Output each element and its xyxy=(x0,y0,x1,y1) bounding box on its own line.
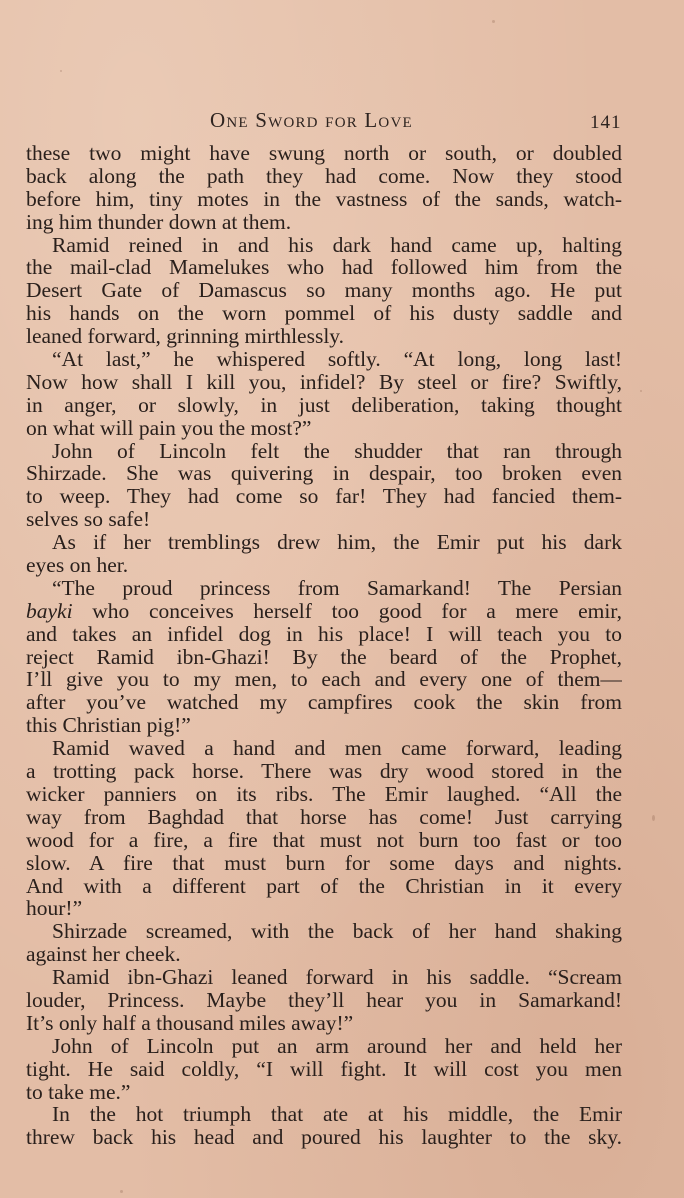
text-line: “At last,” he whispered softly. “At long, long last! xyxy=(52,347,622,372)
text-line: leaned forward, grinning mirthlessly. xyxy=(26,324,345,349)
running-title: One Sword for Love xyxy=(210,108,413,132)
running-head xyxy=(0,108,684,136)
text-line: this Christian pig!” xyxy=(26,713,191,738)
text-line: Ramid ibn-Ghazi leaned forward in his saddle. “Scream xyxy=(52,965,622,990)
page-number: 141 xyxy=(590,112,622,133)
text-line: I’ll give you to my men, to each and every one of them— xyxy=(26,667,622,692)
text-line: tight. He said coldly, “I will fight. It will cost you men xyxy=(26,1056,622,1081)
text-line: a trotting pack horse. There was dry wood stored in the xyxy=(26,759,622,784)
text-line: “The proud princess from Samarkand! The Persian xyxy=(52,575,622,600)
text-line: Desert Gate of Damascus so many months ago. He put xyxy=(26,278,622,303)
text-line: wood for a fire, a fire that must not burn too fast or too xyxy=(26,827,622,852)
text-line: and takes an infidel dog in his place! I will teach you to xyxy=(26,621,622,646)
text-line: John of Lincoln felt the shudder that ran through xyxy=(52,438,622,463)
text-line: to weep. They had come so far! They had fancied them- xyxy=(26,484,622,509)
text-line: these two might have swung north or south, or doubled xyxy=(26,142,622,165)
text-line: ing him thunder down at them. xyxy=(26,209,292,234)
text-line: his hands on the worn pommel of his dusty saddle and xyxy=(26,301,622,326)
text-line: back along the path they had come. Now they stood xyxy=(26,163,622,188)
text-line-rest: who conceives herself too good for a mere emir, xyxy=(72,598,622,623)
paper-speck xyxy=(60,70,62,72)
text-line: John of Lincoln put an arm around her and held her xyxy=(52,1033,622,1058)
text-line: before him, tiny motes in the vastness of the sands, watch- xyxy=(26,186,622,211)
text-line: As if her tremblings drew him, the Emir put his dark xyxy=(52,530,622,555)
text-line: Shirzade. She was quivering in despair, too broken even xyxy=(26,461,622,486)
text-line: way from Baghdad that horse has come! Just carrying xyxy=(26,804,622,829)
text-line: Now how shall I kill you, infidel? By steel or fire? Swiftly, xyxy=(26,369,622,394)
text-line: against her cheek. xyxy=(26,942,181,967)
text-line: on what will pain you the most?” xyxy=(26,415,312,440)
text-line: the mail-clad Mamelukes who had followed him from the xyxy=(26,255,622,280)
italic-word: bayki xyxy=(26,598,73,623)
text-line: Ramid reined in and his dark hand came up, halting xyxy=(52,232,622,257)
paper-speck xyxy=(640,390,642,392)
text-line: hour!” xyxy=(26,896,83,921)
text-line: after you’ve watched my campfires cook the skin from xyxy=(26,690,622,715)
text-line: Ramid waved a hand and men came forward, leading xyxy=(52,736,622,761)
paper-speck xyxy=(492,20,495,23)
text-line: louder, Princess. Maybe they’ll hear you in Samarkand! xyxy=(26,987,622,1012)
paper-speck xyxy=(120,1190,123,1193)
text-line: selves so safe! xyxy=(26,507,151,532)
text-line: And with a different part of the Christian in it every xyxy=(26,873,622,898)
text-line: eyes on her. xyxy=(26,553,129,578)
text-line: It’s only half a thousand miles away!” xyxy=(26,1010,354,1035)
text-line: threw back his head and poured his laughter to the sky. xyxy=(26,1125,622,1150)
text-line: to take me.” xyxy=(26,1079,131,1104)
text-line xyxy=(26,600,622,623)
text-line: Shirzade screamed, with the back of her hand shaking xyxy=(52,919,622,944)
text-line: wicker panniers on its ribs. The Emir laughed. “All the xyxy=(26,781,622,806)
text-line: in anger, or slowly, in just deliberation, taking thought xyxy=(26,392,622,417)
text-line: reject Ramid ibn-Ghazi! By the beard of the Prophet, xyxy=(26,644,622,669)
body-text xyxy=(26,142,622,1182)
text-line: slow. A fire that must burn for some days and nights. xyxy=(26,850,622,875)
text-line: In the hot triumph that ate at his middle, the Emir xyxy=(52,1102,622,1127)
paper-speck xyxy=(652,815,655,821)
